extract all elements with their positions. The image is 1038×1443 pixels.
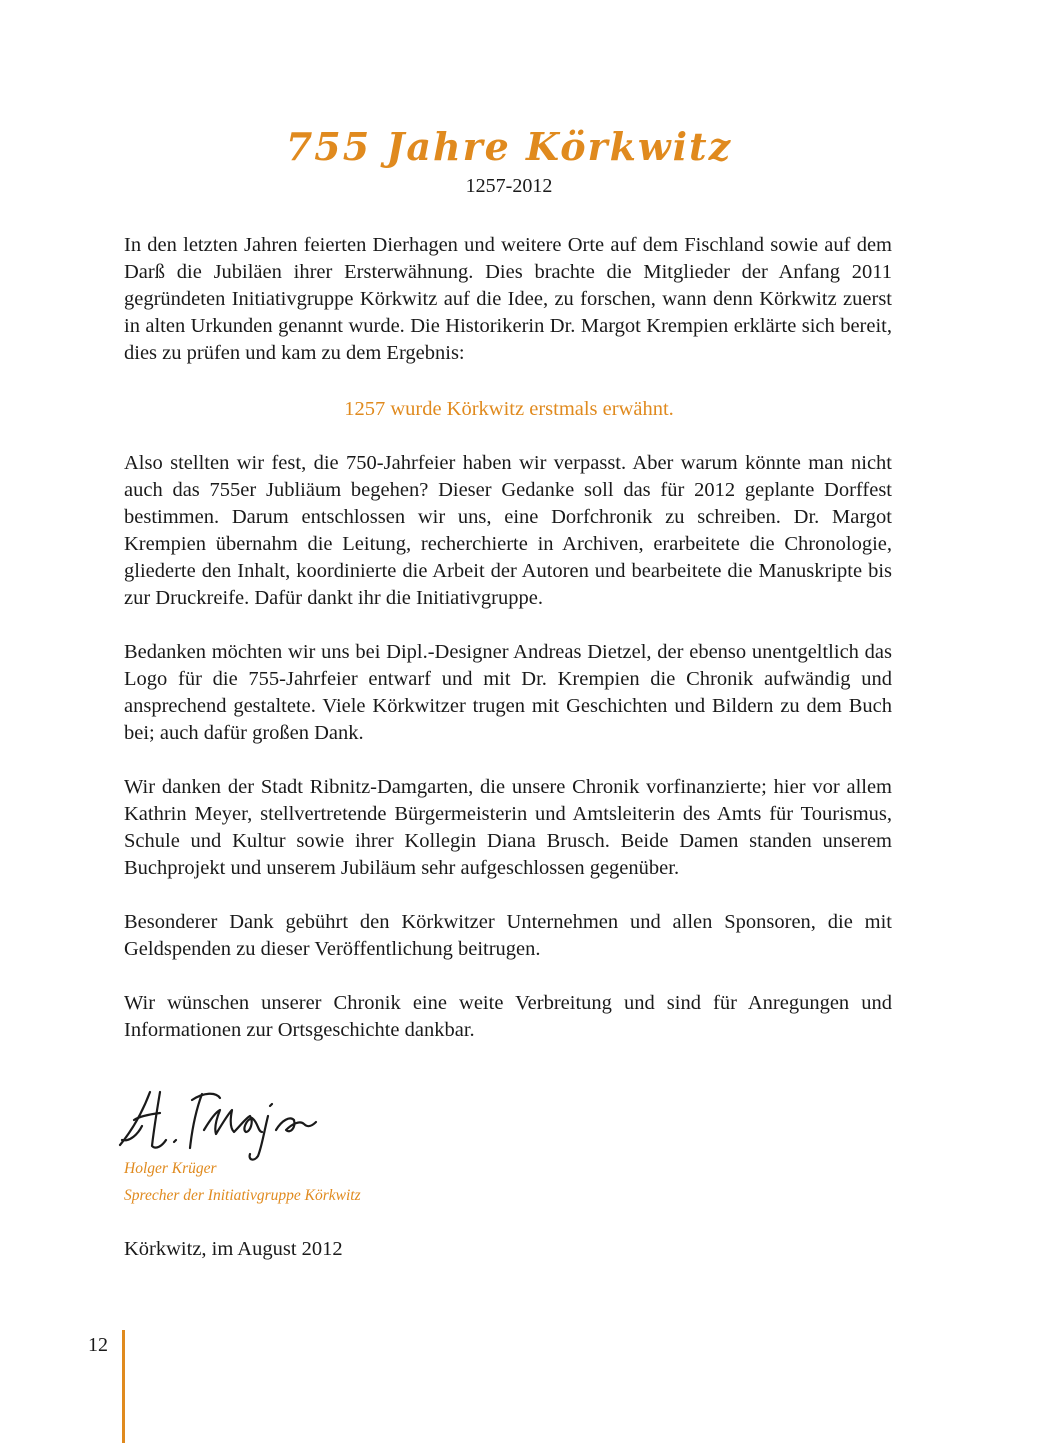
body-paragraph: Besonderer Dank gebührt den Körkwitzer Unternehmen und allen Sponsoren, die mit Geldspenden zu dieser Veröffentlichung beitrugen. [124, 911, 892, 960]
page-rule [122, 1330, 125, 1443]
highlight-statement: 1257 wurde Körkwitz erstmals erwähnt. [344, 398, 674, 420]
page-title: 755 Jahre Körkwitz [285, 124, 733, 169]
page-subtitle: 1257-2012 [465, 175, 553, 197]
signatory-name: Holger Krüger [124, 1160, 217, 1177]
place-and-date: Körkwitz, im August 2012 [124, 1238, 343, 1260]
page-number: 12 [88, 1334, 108, 1356]
body-paragraph: Also stellten wir fest, die 750-Jahrfeier haben wir verpasst. Aber warum könnte man nicht auch das 755er Jubliäum begehen? Dieser Gedanke soll das für 2012 geplante Dorffest bestimmen. Darum entschlossen wir uns, eine Dorfchronik zu schreiben. Dr. Margot Krempien übernahm die Leitung, recherchierte in Archiven, erarbeitete die Chronologie, gliederte den Inhalt, koordinierte die Arbeit der Autoren und bearbeitete die Manuskripte bis zur Druckreife. Dafür dankt ihr die Initiativgruppe. [124, 452, 892, 609]
signatory-role: Sprecher der Initiativgruppe Körkwitz [124, 1187, 361, 1204]
body-paragraph: Bedanken möchten wir uns bei Dipl.-Designer Andreas Dietzel, der ebenso unentgeltlich das Logo für die 755-Jahrfeier entwarf und mit Dr. Krempien die Chronik aufwändig und ansprechend gestaltete. Viele Körkwitzer trugen mit Geschichten und Bildern zu dem Buch bei; auch dafür großen Dank. [124, 641, 892, 744]
intro-paragraph: In den letzten Jahren feierten Dierhagen und weitere Orte auf dem Fischland sowie auf dem Darß die Jubiläen ihrer Ersterwähnung. Dies brachte die Mitglieder der Anfang 2011 gegründeten Initiativgruppe Körkwitz auf die Idee, zu forschen, wann denn Körkwitz zuerst in alten Urkunden genannt wurde. Die Historikerin Dr. Margot Krempien erklärte sich bereit, dies zu prüfen und kam zu dem Ergebnis: [124, 234, 892, 364]
handwritten-signature [112, 1080, 327, 1165]
body-paragraph: Wir wünschen unserer Chronik eine weite Verbreitung und sind für Anregungen und Informationen zur Ortsgeschichte dankbar. [124, 992, 892, 1041]
body-paragraph: Wir danken der Stadt Ribnitz-Damgarten, die unsere Chronik vorfinanzierte; hier vor allem Kathrin Meyer, stellvertretende Bürgermeisterin und Amtsleiterin des Amts für Tourismus, Schule und Kultur sowie ihrer Kollegin Diana Brusch. Beide Damen standen unserem Buchprojekt und unserem Jubiläum sehr aufgeschlossen gegenüber. [124, 776, 892, 879]
